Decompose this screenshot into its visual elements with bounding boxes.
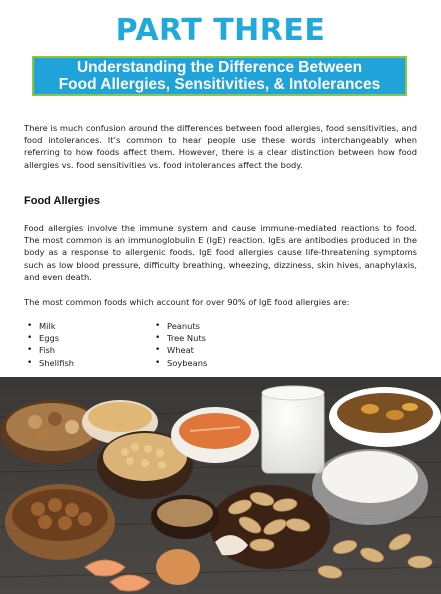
banner-line-1: Understanding the Difference Between [76,59,363,76]
food-allergies-paragraph: Food allergies involve the immune system and cause immune-mediated reactions to food. The most common is an immunoglobulin E (IgE) reaction. IgEs are antibodies produced in the body as a response to allergenic foods. IgE food allergies cause life-threatening symptoms such as low blood pressure, difficulty breathing, wheezing, dizziness, skin hives, anaphylaxis, and even death. [24,223,417,282]
list-intro: The most common foods which account for over 90% of IgE food allergies are: [24,297,350,307]
list-item: • Soybeans [155,357,207,369]
flour-bowl [312,449,428,525]
subtitle-banner [32,56,407,96]
salmon-bowl [171,407,259,463]
list-item: • Tree Nuts [155,332,207,344]
list-item: • Shellfish [27,357,74,369]
section-heading-food-allergies: Food Allergies [24,195,100,207]
seeds-bowl [151,495,219,539]
allergen-foods-photo [0,377,441,594]
peanuts-bowl [210,485,330,569]
intro-paragraph: There is much confusion around the differences between food allergies, food sensitivities, and food intolerances. It’s common to hear people use these words interchangeably when referring to how foods affect them. However, there is a clear distinction between how food allergies vs. food sensitivities vs. food intolerances affect the body. [24,123,417,170]
milk-glass [262,386,324,473]
list-item: • Eggs [27,332,74,344]
list-item: • Wheat [155,344,207,356]
list-item: • Peanuts [155,320,207,332]
page-title: PART THREE [115,13,326,48]
list-item: • Milk [27,320,74,332]
allergen-list-left [27,320,74,369]
banner-line-2: Food Allergies, Sensitivities, & Intolerances [58,76,381,93]
hazelnuts-bowl [5,484,115,560]
list-item: • Fish [27,344,74,356]
mussels-bowl [329,387,441,447]
allergen-list-right [155,320,207,369]
